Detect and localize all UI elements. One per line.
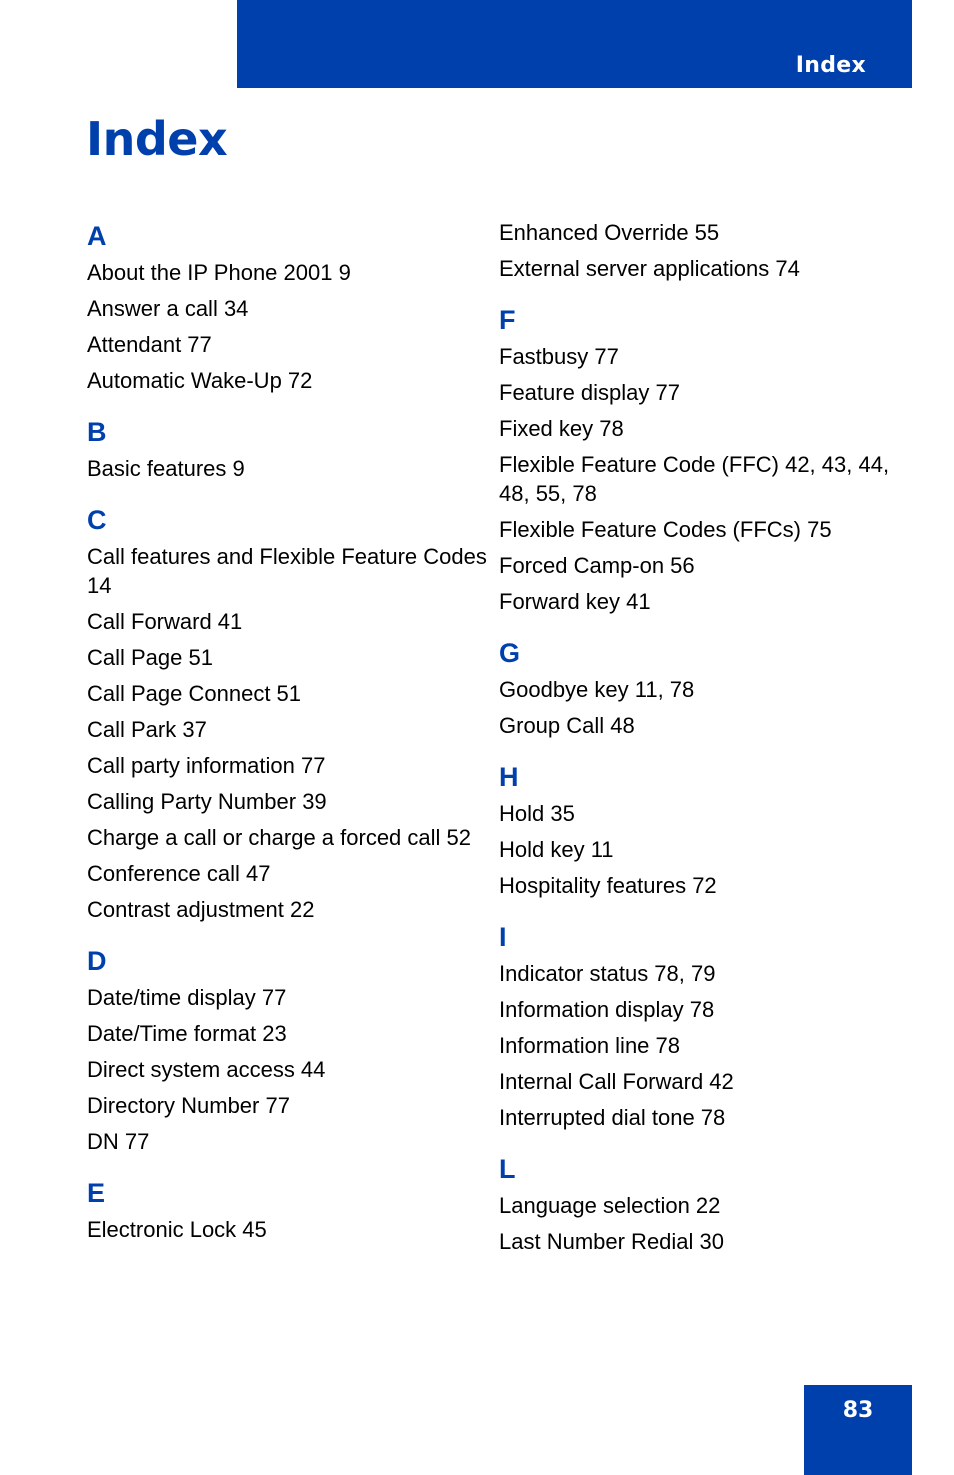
index-entry: Language selection 22 — [499, 1193, 721, 1218]
index-entry: Group Call 48 — [499, 713, 635, 738]
index-entry: Conference call 47 — [87, 861, 271, 886]
index-entry: Goodbye key 11, 78 — [499, 677, 695, 702]
index-entry: Date/time display 77 — [87, 985, 287, 1010]
index-entry: Information line 78 — [499, 1033, 680, 1058]
index-section — [87, 218, 487, 395]
section-letter: B — [87, 417, 107, 447]
index-entry: Hold 35 — [499, 801, 575, 826]
section-letter: I — [499, 922, 507, 952]
index-entry: Hospitality features 72 — [499, 873, 717, 898]
index-section — [499, 635, 899, 740]
index-section — [499, 218, 899, 283]
section-letter: H — [499, 762, 519, 792]
index-entry: Call Park 37 — [87, 717, 207, 742]
index-section — [87, 502, 487, 924]
index-entry: Directory Number 77 — [87, 1093, 290, 1118]
index-entry: Forward key 41 — [499, 589, 651, 614]
index-entry: Call Page Connect 51 — [87, 681, 302, 706]
section-letter: G — [499, 638, 521, 668]
index-entry: Flexible Feature Code (FFC) 42, 43, 44, 48, 55, 78 — [499, 452, 890, 506]
index-entry: Feature display 77 — [499, 380, 680, 405]
index-entry: Answer a call 34 — [87, 296, 249, 321]
section-letter: L — [499, 1154, 516, 1184]
section-letter: F — [499, 305, 516, 335]
section-letter: E — [87, 1178, 106, 1208]
index-entry: Charge a call or charge a forced call 52 — [87, 825, 471, 850]
index-entry: Direct system access 44 — [87, 1057, 326, 1082]
index-entry: Basic features 9 — [87, 456, 245, 481]
index-entry: Attendant 77 — [87, 332, 212, 357]
index-entry: Call Forward 41 — [87, 609, 243, 634]
section-letter: A — [87, 221, 107, 251]
section-letter: D — [87, 946, 107, 976]
header-label: Index — [795, 53, 866, 78]
index-entry: Indicator status 78, 79 — [499, 961, 716, 986]
index-column-left — [87, 218, 487, 1244]
index-entry: Automatic Wake-Up 72 — [87, 368, 313, 393]
index-entry: Enhanced Override 55 — [499, 220, 720, 245]
index-entry: Date/Time format 23 — [87, 1021, 287, 1046]
index-entry: DN 77 — [87, 1129, 150, 1154]
index-entry: Call features and Flexible Feature Codes 14 — [87, 544, 487, 598]
header-bar — [237, 0, 912, 88]
index-entry: Fastbusy 77 — [499, 344, 619, 369]
index-entry: Internal Call Forward 42 — [499, 1069, 734, 1094]
page-number: 83 — [842, 1398, 874, 1423]
index-entry: Last Number Redial 30 — [499, 1229, 725, 1254]
index-entry: About the IP Phone 2001 9 — [87, 260, 351, 285]
index-section — [87, 1175, 487, 1244]
page-number-box — [804, 1385, 912, 1475]
index-entry: Call Page 51 — [87, 645, 213, 670]
index-entry: Fixed key 78 — [499, 416, 624, 441]
page-title: Index — [86, 112, 228, 166]
index-entry: Call party information 77 — [87, 753, 326, 778]
section-letter: C — [87, 505, 107, 535]
index-section — [87, 943, 487, 1156]
index-entry: External server applications 74 — [499, 256, 800, 281]
index-entry: Hold key 11 — [499, 837, 614, 862]
index-entry: Information display 78 — [499, 997, 715, 1022]
index-entry: Calling Party Number 39 — [87, 789, 327, 814]
index-entry: Interrupted dial tone 78 — [499, 1105, 726, 1130]
index-section — [499, 1151, 899, 1256]
index-entry: Contrast adjustment 22 — [87, 897, 315, 922]
index-entry: Electronic Lock 45 — [87, 1217, 267, 1242]
index-section — [499, 919, 899, 1132]
index-section — [499, 759, 899, 900]
index-section — [499, 302, 899, 616]
index-column-right — [499, 218, 899, 1256]
index-section — [87, 414, 487, 483]
index-entry: Flexible Feature Codes (FFCs) 75 — [499, 517, 832, 542]
index-entry: Forced Camp-on 56 — [499, 553, 695, 578]
